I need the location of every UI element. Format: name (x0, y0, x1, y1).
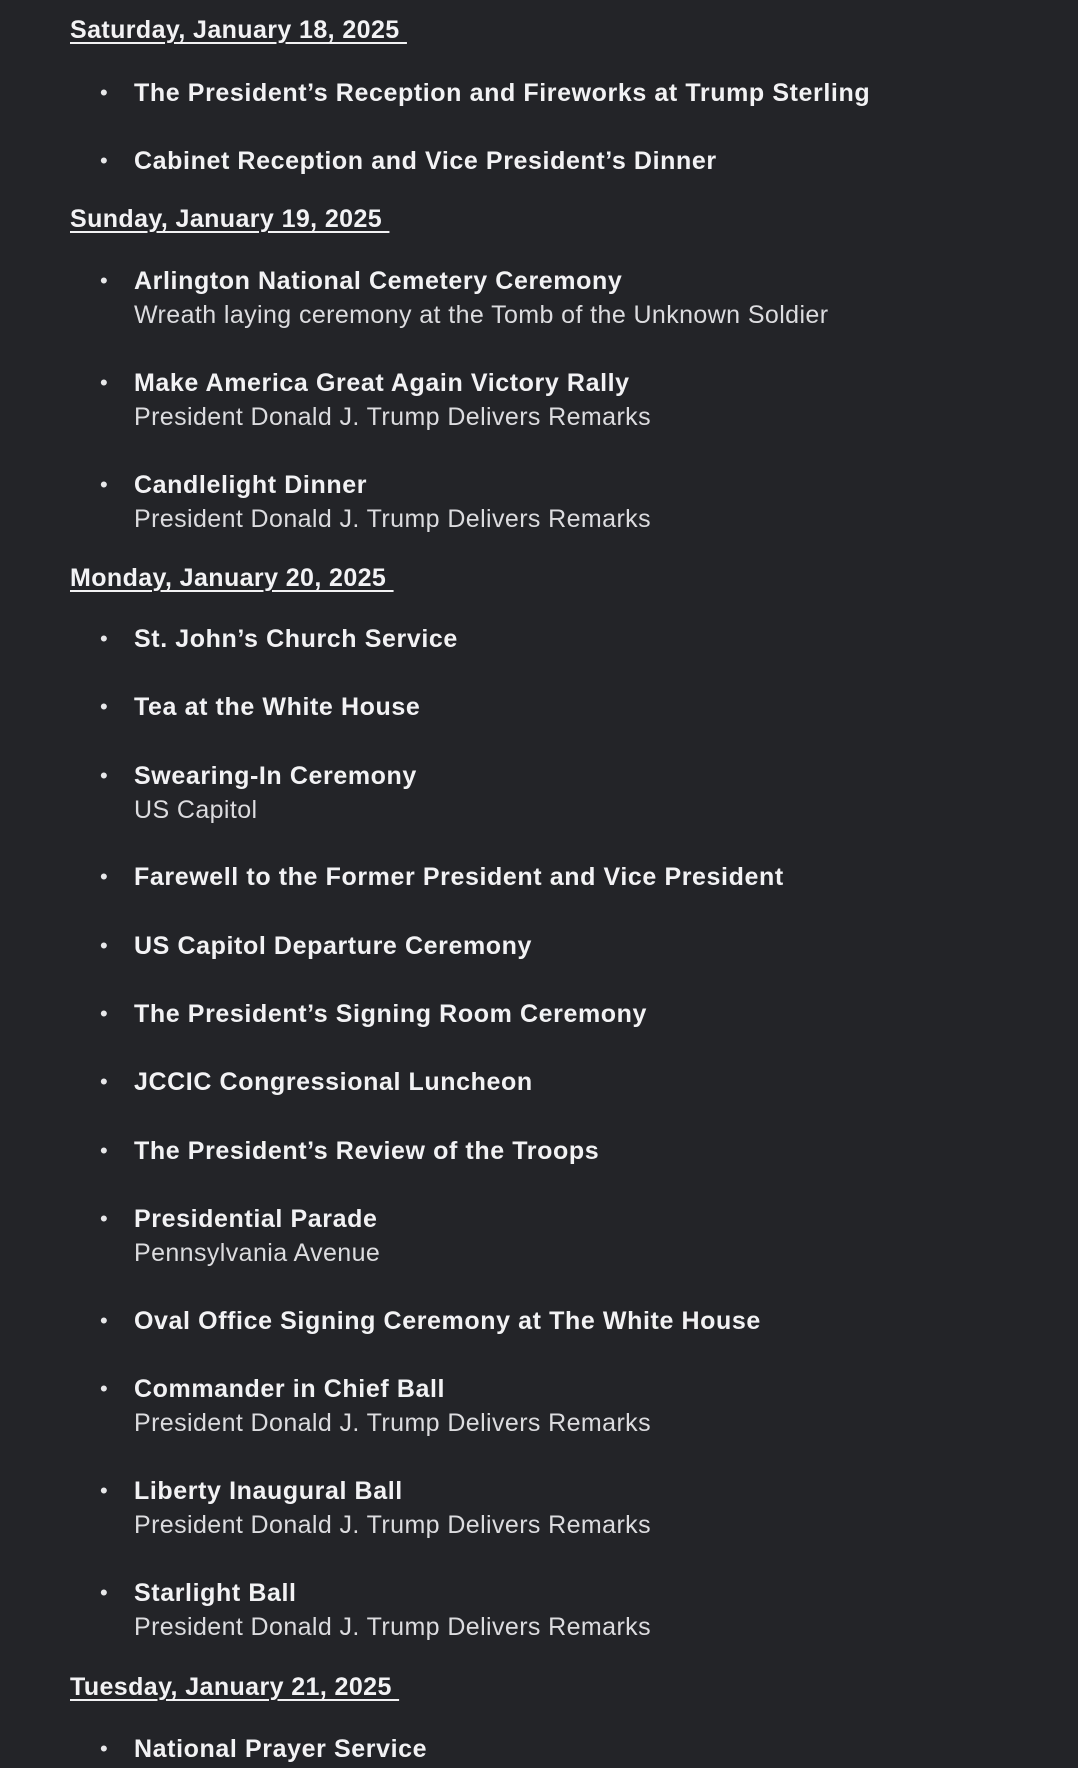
bullet-icon: • (100, 1069, 108, 1094)
event-title: Swearing-In Ceremony (134, 762, 417, 790)
event-subtitle: President Donald J. Trump Delivers Remarks (134, 1613, 651, 1641)
bullet-icon: • (100, 694, 108, 719)
bullet-icon: • (100, 1138, 108, 1163)
event-subtitle: US Capitol (134, 796, 258, 824)
event-title: National Prayer Service (134, 1735, 428, 1763)
event-title: Presidential Parade (134, 1205, 378, 1233)
bullet-icon: • (100, 1478, 108, 1503)
bullet-icon: • (100, 1376, 108, 1401)
day-heading-monday: Monday, January 20, 2025 (70, 564, 394, 592)
event-subtitle: Wreath laying ceremony at the Tomb of the Unknown Soldier (134, 301, 829, 329)
event-title: St. John’s Church Service (134, 625, 458, 653)
event-title: The President’s Review of the Troops (134, 1137, 600, 1165)
bullet-icon: • (100, 763, 108, 788)
event-subtitle: President Donald J. Trump Delivers Remarks (134, 1511, 651, 1539)
event-title: Make America Great Again Victory Rally (134, 369, 630, 397)
event-subtitle: Pennsylvania Avenue (134, 1239, 381, 1267)
event-title: Cabinet Reception and Vice President’s Dinner (134, 147, 717, 175)
bullet-icon: • (100, 472, 108, 497)
bullet-icon: • (100, 1580, 108, 1605)
day-heading-saturday: Saturday, January 18, 2025 (70, 16, 407, 44)
bullet-icon: • (100, 626, 108, 651)
day-heading-tuesday: Tuesday, January 21, 2025 (70, 1673, 400, 1701)
bullet-icon: • (100, 370, 108, 395)
bullet-icon: • (100, 268, 108, 293)
event-title: Starlight Ball (134, 1579, 297, 1607)
bullet-icon: • (100, 1736, 108, 1761)
bullet-icon: • (100, 148, 108, 173)
event-title: Tea at the White House (134, 693, 421, 721)
event-title: Arlington National Cemetery Ceremony (134, 267, 623, 295)
event-title: Farewell to the Former President and Vice President (134, 863, 784, 891)
bullet-icon: • (100, 864, 108, 889)
event-title: JCCIC Congressional Luncheon (134, 1068, 533, 1096)
event-title: Commander in Chief Ball (134, 1375, 446, 1403)
event-title: Oval Office Signing Ceremony at The White House (134, 1307, 761, 1335)
bullet-icon: • (100, 933, 108, 958)
bullet-icon: • (100, 80, 108, 105)
event-title: Liberty Inaugural Ball (134, 1477, 403, 1505)
event-title: The President’s Signing Room Ceremony (134, 1000, 648, 1028)
bullet-icon: • (100, 1001, 108, 1026)
bullet-icon: • (100, 1308, 108, 1333)
event-title: Candlelight Dinner (134, 471, 368, 499)
event-subtitle: President Donald J. Trump Delivers Remarks (134, 505, 651, 533)
bullet-icon: • (100, 1206, 108, 1231)
event-title: US Capitol Departure Ceremony (134, 932, 533, 960)
day-heading-sunday: Sunday, January 19, 2025 (70, 205, 390, 233)
event-subtitle: President Donald J. Trump Delivers Remarks (134, 1409, 651, 1437)
event-title: The President’s Reception and Fireworks at Trump Sterling (134, 79, 871, 107)
event-subtitle: President Donald J. Trump Delivers Remarks (134, 403, 651, 431)
